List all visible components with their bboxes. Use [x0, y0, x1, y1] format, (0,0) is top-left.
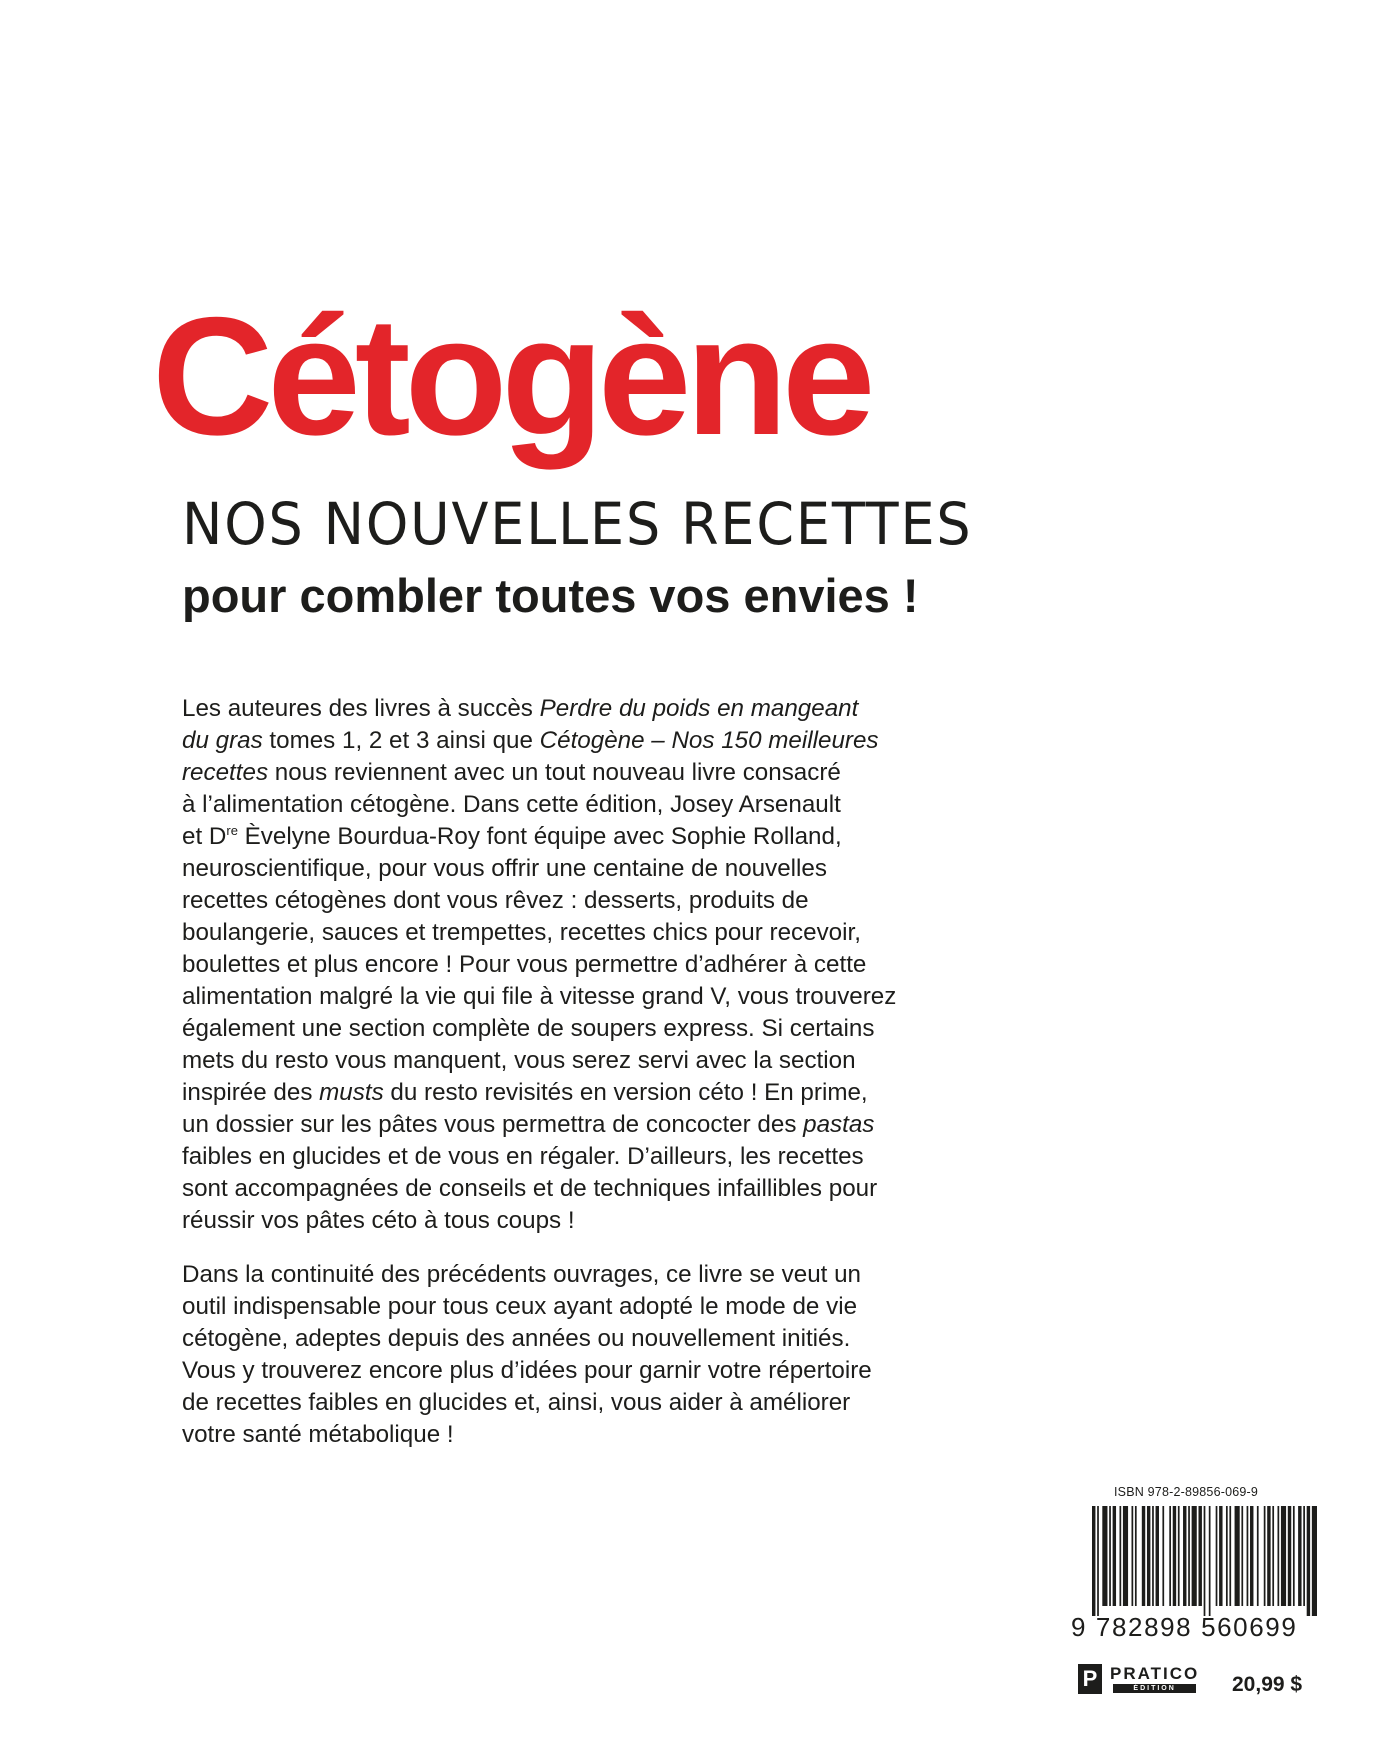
- price-label: 20,99 $: [1232, 1673, 1303, 1696]
- book-description: [182, 693, 942, 1473]
- description-text: Perdre du poids en mangeant: [539, 695, 859, 722]
- description-line: [182, 1109, 942, 1141]
- description-paragraph-1: [182, 693, 942, 1237]
- isbn-barcode: [1092, 1506, 1317, 1616]
- barcode-bar: [1312, 1506, 1317, 1616]
- description-text: mets du resto vous manquent, vous serez servi avec la section: [182, 1047, 856, 1074]
- barcode-bar: [1303, 1506, 1305, 1606]
- book-subtitle: NOS NOUVELLES RECETTES: [182, 490, 973, 558]
- description-text: boulangerie, sauces et trempettes, recettes chics pour recevoir,: [182, 919, 861, 946]
- description-text: également une section complète de soupers express. Si certains: [182, 1015, 875, 1042]
- description-text: cétogène, adeptes depuis des années ou nouvellement initiés.: [182, 1325, 851, 1352]
- barcode-bar: [1156, 1506, 1159, 1606]
- barcode-bar: [1219, 1506, 1222, 1606]
- barcode-bar: [1226, 1506, 1228, 1606]
- barcode-bar: [1267, 1506, 1270, 1606]
- description-text: Èvelyne Bourdua-Roy font équipe avec Sophie Rolland,: [237, 823, 842, 850]
- description-line: [182, 757, 942, 789]
- barcode-bar: [1113, 1506, 1116, 1606]
- barcode-bar: [1293, 1506, 1295, 1606]
- book-title: Cétogène: [152, 282, 870, 470]
- description-text: du resto revisités en version céto ! En prime,: [383, 1079, 868, 1106]
- description-text: musts: [319, 1079, 384, 1106]
- description-line: [182, 917, 942, 949]
- barcode-bar: [1288, 1506, 1291, 1606]
- barcode-bar: [1277, 1506, 1279, 1606]
- barcode-bar: [1307, 1506, 1310, 1616]
- publisher-sub: ÉDITION: [1113, 1684, 1195, 1693]
- publisher-name-block: [1110, 1665, 1199, 1693]
- barcode-bar: [1142, 1506, 1145, 1606]
- description-text: à l’alimentation cétogène. Dans cette édition, Josey Arsenault: [182, 791, 841, 818]
- description-line: [182, 725, 942, 757]
- description-line: [182, 1173, 942, 1205]
- description-text: Vous y trouverez encore plus d’idées pour garnir votre répertoire: [182, 1357, 872, 1384]
- barcode-bar: [1178, 1506, 1180, 1606]
- description-line: [182, 1141, 942, 1173]
- barcode-bar: [1235, 1506, 1240, 1606]
- barcode-bar: [1198, 1506, 1201, 1606]
- barcode-bar: [1188, 1506, 1190, 1606]
- description-text: pastas: [803, 1111, 875, 1138]
- barcode-bar: [1119, 1506, 1121, 1606]
- barcode-bar: [1162, 1506, 1164, 1606]
- barcode-bar: [1241, 1506, 1243, 1606]
- barcode-bar: [1102, 1506, 1107, 1606]
- barcode-bar: [1147, 1506, 1150, 1606]
- description-text: neuroscientifique, pour vous offrir une centaine de nouvelles: [182, 855, 827, 882]
- barcode-bar: [1152, 1506, 1154, 1606]
- barcode-bar: [1229, 1506, 1231, 1606]
- publisher-logo: [1078, 1664, 1199, 1694]
- description-text: recettes: [182, 759, 269, 786]
- description-line: [182, 1045, 942, 1077]
- description-text: outil indispensable pour tous ceux ayant adopté le mode de vie: [182, 1293, 858, 1320]
- description-text: un dossier sur les pâtes vous permettra de concocter des: [182, 1111, 804, 1138]
- description-line: [182, 821, 942, 853]
- description-text: nous reviennent avec un tout nouveau livre consacré: [268, 759, 841, 786]
- barcode-bar: [1173, 1506, 1176, 1606]
- barcode-bar: [1209, 1506, 1211, 1616]
- description-text: re: [226, 823, 238, 838]
- description-text: tomes 1, 2 et 3 ainsi que: [262, 727, 540, 754]
- description-text: votre santé métabolique !: [182, 1421, 454, 1448]
- barcode-bar: [1132, 1506, 1134, 1606]
- description-line: [182, 885, 942, 917]
- barcode-bar: [1135, 1506, 1137, 1606]
- description-line: [182, 1259, 942, 1291]
- description-line: [182, 949, 942, 981]
- barcode-digits: 9 782898 560699: [1071, 1612, 1298, 1642]
- description-line: [182, 693, 942, 725]
- description-text: sont accompagnées de conseils et de techniques infaillibles pour: [182, 1175, 878, 1202]
- description-text: boulettes et plus encore ! Pour vous permettre d’adhérer à cette: [182, 951, 867, 978]
- book-tagline: pour combler toutes vos envies !: [182, 569, 919, 622]
- description-line: [182, 1419, 942, 1451]
- barcode-bar: [1109, 1506, 1111, 1606]
- barcode-bar: [1092, 1506, 1095, 1616]
- description-text: et D: [182, 823, 227, 850]
- description-line: [182, 1291, 942, 1323]
- description-line: [182, 1387, 942, 1419]
- description-line: [182, 1077, 942, 1109]
- barcode-bar: [1250, 1506, 1253, 1606]
- description-line: [182, 1205, 942, 1237]
- description-line: [182, 1355, 942, 1387]
- description-text: inspirée des: [182, 1079, 320, 1106]
- barcode-bar: [1169, 1506, 1171, 1606]
- description-text: recettes cétogènes dont vous rêvez : desserts, produits de: [182, 887, 809, 914]
- description-paragraph-2: [182, 1259, 942, 1451]
- description-text: Les auteures des livres à succès: [182, 695, 540, 722]
- description-text: réussir vos pâtes céto à tous coups !: [182, 1207, 575, 1234]
- description-text: Dans la continuité des précédents ouvrages, ce livre se veut un: [182, 1261, 861, 1288]
- description-line: [182, 789, 942, 821]
- barcode-bar: [1272, 1506, 1274, 1606]
- description-line: [182, 853, 942, 885]
- description-line: [182, 1323, 942, 1355]
- barcode-bar: [1281, 1506, 1286, 1606]
- description-line: [182, 981, 942, 1013]
- barcode-bar: [1216, 1506, 1218, 1606]
- barcode-bar: [1247, 1506, 1249, 1606]
- barcode-bar: [1204, 1506, 1206, 1616]
- barcode-bar: [1298, 1506, 1301, 1606]
- barcode-bar: [1183, 1506, 1186, 1606]
- isbn-label: ISBN 978-2-89856-069-9: [1114, 1485, 1259, 1499]
- barcode-bar: [1264, 1506, 1266, 1606]
- description-text: du gras: [182, 727, 263, 754]
- barcode-bar: [1192, 1506, 1197, 1606]
- description-line: [182, 1013, 942, 1045]
- description-text: Cétogène – Nos 150 meilleures: [539, 727, 879, 754]
- barcode-bar: [1257, 1506, 1259, 1606]
- publisher-mark: P: [1078, 1664, 1102, 1694]
- description-text: de recettes faibles en glucides et, ainsi, vous aider à améliorer: [182, 1389, 851, 1416]
- publisher-name: PRATICO: [1110, 1664, 1200, 1683]
- description-text: alimentation malgré la vie qui file à vitesse grand V, vous trouverez: [182, 983, 897, 1010]
- barcode-bar: [1123, 1506, 1128, 1606]
- barcode-bar: [1097, 1506, 1099, 1616]
- description-text: faibles en glucides et de vous en régaler. D’ailleurs, les recettes: [182, 1143, 864, 1170]
